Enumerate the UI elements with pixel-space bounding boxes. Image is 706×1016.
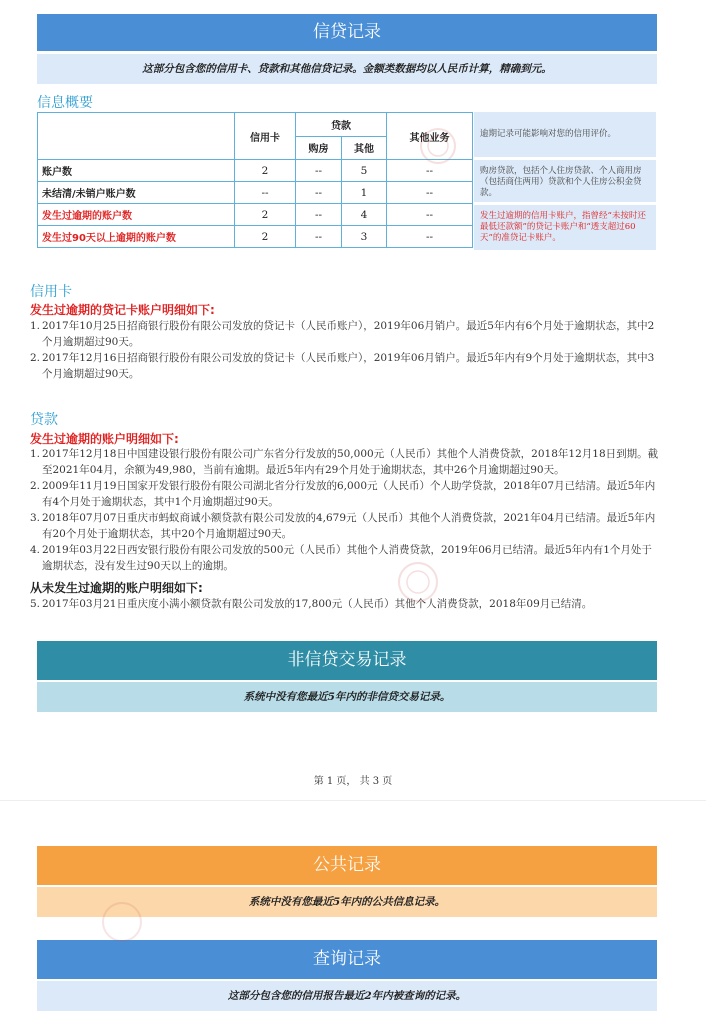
header-other: 其他 [342, 136, 387, 160]
overview-note-text: 购房贷款，包括个人住房贷款、个人商用房（包括商住两用）贷款和个人住房公积金贷款。 [480, 166, 642, 198]
credit-card-title: 信用卡 [30, 284, 72, 300]
overview-note-credit-card [474, 205, 656, 250]
list-item-text: 2019年03月22日西安银行股份有限公司发放的500元（人民币）其他个人消费贷款，2019年06月已结清。最近5年内有1个月处于逾期状态，没有发生过90天以上的逾期。 [42, 544, 652, 572]
cell-credit-card: 2 [235, 204, 296, 226]
overview-table [37, 112, 473, 248]
credit-card-list [30, 318, 662, 382]
list-item-text: 2017年12月18日中国建设银行股份有限公司广东省分行发放的50,000元（人民币）其他个人消费贷款，2018年12月18日到期。截至2021年04月，余额为49,980，当前有逾期。最近5年内有29个月处于逾期状态，其中26个月逾期超过90天。 [42, 448, 659, 476]
list-item: 1. 2017年10月25日招商银行股份有限公司发放的贷记卡（人民币账户），2019年06月销户。最近5年内有6个月处于逾期状态，其中2个月逾期超过90天。 [30, 320, 655, 348]
cell-other: 4 [342, 204, 387, 226]
cell-other-business: -- [387, 226, 473, 248]
row-label: 账户数 [38, 160, 235, 182]
cell-other-business: -- [387, 182, 473, 204]
list-item: 1. 2017年12月18日中国建设银行股份有限公司广东省分行发放的50,000元（人民币）其他个人消费贷款，2018年12月18日到期。截至2021年04月，余额为49,980，当前有逾期。最近5年内有29个月处于逾期状态，其中26个月逾期超过90天。 [30, 448, 659, 476]
cell-housing: -- [296, 182, 342, 204]
non-credit-section-header [37, 641, 657, 680]
header-credit-card: 信用卡 [235, 113, 296, 160]
query-section-title: 查询记录 [313, 949, 381, 969]
cell-other: 5 [342, 160, 387, 182]
credit-section-subtitle [37, 54, 657, 84]
list-item-text: 2017年03月21日重庆度小满小额贷款有限公司发放的17,800元（人民币）其他个人消费贷款，2018年09月已结清。 [42, 598, 593, 610]
cell-other: 3 [342, 226, 387, 248]
overview-note-overdue [474, 112, 656, 157]
overview-title: 信息概要 [37, 95, 93, 111]
overview-note-housing [474, 160, 656, 202]
header-housing: 购房 [296, 136, 342, 160]
list-item: 2. 2009年11月19日国家开发银行股份有限公司湖北省分行发放的6,000元（人民币）个人助学贷款，2018年07月已结清。最近5年内有4个月处于逾期状态，其中1个月逾期超过90天。 [30, 480, 656, 508]
loans-normal-list [30, 596, 662, 612]
cell-other-business: -- [387, 160, 473, 182]
list-item: 2. 2017年12月16日招商银行股份有限公司发放的贷记卡（人民币账户），2019年06月销户。最近5年内有9个月处于逾期状态，其中3个月逾期超过90天。 [30, 352, 655, 380]
watermark-seal-icon [418, 126, 458, 166]
credit-section-header [37, 14, 657, 51]
cell-credit-card: -- [235, 182, 296, 204]
cell-other-business: -- [387, 204, 473, 226]
query-section-subtitle-text: 这部分包含您的信用报告最近2年内被查询的记录。 [227, 990, 467, 1002]
overview-note-text: 逾期记录可能影响对您的信用评价。 [480, 129, 617, 139]
query-section-header [37, 940, 657, 979]
credit-section-subtitle-text: 这部分包含您的信用卡、贷款和其他信贷记录。金额类数据均以人民币计算，精确到元。 [142, 63, 552, 75]
loans-title: 贷款 [30, 412, 58, 428]
header-other-business: 其他业务 [387, 113, 473, 160]
non-credit-section-subtitle-text: 系统中没有您最近5年内的非信贷交易记录。 [243, 691, 451, 703]
page-divider [0, 800, 706, 801]
page-number: 第 1 页， 共 3 页 [313, 776, 393, 787]
list-item: 4. 2019年03月22日西安银行股份有限公司发放的500元（人民币）其他个人消费贷款，2019年06月已结清。最近5年内有1个月处于逾期状态，没有发生过90天以上的逾期。 [30, 544, 652, 572]
public-section-title: 公共记录 [313, 855, 381, 875]
list-item-text: 2009年11月19日国家开发银行股份有限公司湖北省分行发放的6,000元（人民币）个人助学贷款，2018年07月已结清。最近5年内有4个月处于逾期状态，其中1个月逾期超过90天。 [42, 480, 656, 508]
row-label: 发生过90天以上逾期的账户数 [38, 226, 235, 248]
table-row [38, 204, 473, 226]
cell-housing: -- [296, 160, 342, 182]
overview-corner-cell [38, 113, 235, 160]
list-item: 3. 2018年07月07日重庆市蚂蚁商诚小额贷款有限公司发放的4,679元（人民币）其他个人消费贷款，2021年04月已结清。最近5年内有20个月处于逾期状态，其中20个月逾期超过90天。 [30, 512, 656, 540]
cell-other: 1 [342, 182, 387, 204]
header-loan: 贷款 [296, 113, 387, 137]
credit-card-overdue-heading: 发生过逾期的贷记卡账户明细如下: [30, 303, 215, 317]
loans-overdue-list [30, 446, 662, 574]
credit-section-title: 信贷记录 [313, 22, 381, 42]
loans-overdue-heading: 发生过逾期的账户明细如下: [30, 432, 179, 446]
list-item: 5. 2017年03月21日重庆度小满小额贷款有限公司发放的17,800元（人民币）其他个人消费贷款，2018年09月已结清。 [30, 598, 593, 610]
table-row [38, 160, 473, 182]
cell-housing: -- [296, 204, 342, 226]
cell-credit-card: 2 [235, 226, 296, 248]
public-section-header [37, 846, 657, 885]
list-item-text: 2018年07月07日重庆市蚂蚁商诚小额贷款有限公司发放的4,679元（人民币）其他个人消费贷款，2021年04月已结清。最近5年内有20个月处于逾期状态，其中20个月逾期超过90天。 [42, 512, 656, 540]
query-section-subtitle [37, 981, 657, 1011]
cell-credit-card: 2 [235, 160, 296, 182]
cell-housing: -- [296, 226, 342, 248]
watermark-seal-icon [396, 560, 440, 604]
row-label: 未结清/未销户账户数 [38, 182, 235, 204]
table-row [38, 182, 473, 204]
overview-note-text: 发生过逾期的信用卡账户，指曾经“未按时还最低还款额”的贷记卡账户和“透支超过60天”的准贷记卡账户。 [480, 211, 646, 243]
list-item-text: 2017年10月25日招商银行股份有限公司发放的贷记卡（人民币账户），2019年06月销户。最近5年内有6个月处于逾期状态，其中2个月逾期超过90天。 [42, 320, 655, 348]
watermark-seal-icon [100, 900, 144, 944]
row-label: 发生过逾期的账户数 [38, 204, 235, 226]
table-row [38, 226, 473, 248]
public-section-subtitle-text: 系统中没有您最近5年内的公共信息记录。 [248, 896, 446, 908]
list-item-text: 2017年12月16日招商银行股份有限公司发放的贷记卡（人民币账户），2019年06月销户。最近5年内有9个月处于逾期状态，其中3个月逾期超过90天。 [42, 352, 655, 380]
loans-normal-heading: 从未发生过逾期的账户明细如下: [30, 581, 203, 595]
non-credit-section-subtitle [37, 682, 657, 712]
non-credit-section-title: 非信贷交易记录 [287, 650, 407, 670]
